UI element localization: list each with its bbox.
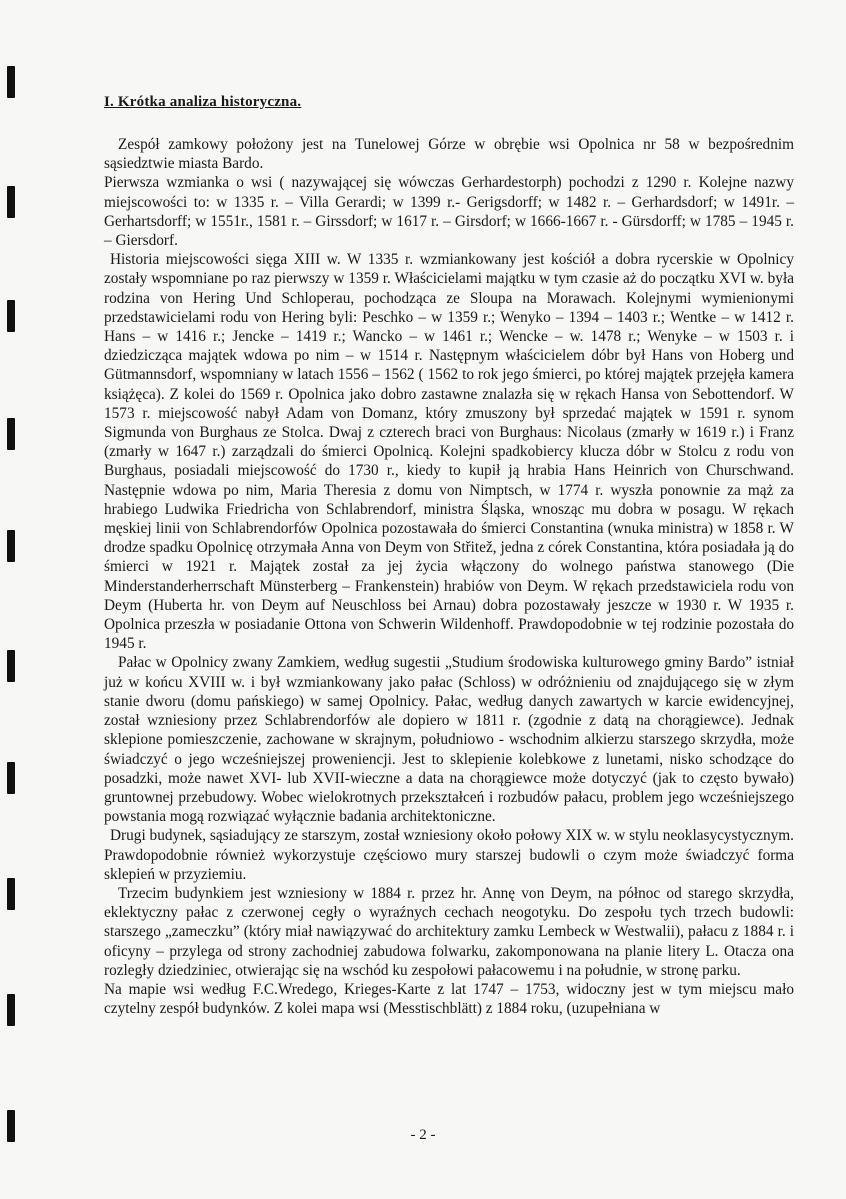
binding-mark <box>7 762 15 794</box>
document-page <box>104 94 794 1018</box>
section-heading: I. Krótka analiza historyczna. <box>104 94 302 110</box>
page-number: - 2 - <box>410 1127 436 1143</box>
binding-mark <box>7 530 15 562</box>
binding-mark <box>7 878 15 910</box>
binding-mark <box>7 300 15 332</box>
binding-mark <box>7 418 15 450</box>
binding-mark <box>7 650 15 682</box>
binding-mark <box>7 186 15 218</box>
paragraph: Na mapie wsi według F.C.Wredego, Krieges-Karte z lat 1747 – 1753, widoczny jest w tym miejscu mało czytelny zespół budynków. Z kolei mapa wsi (Messtischblätt) z 1884 roku, (uzupełniana w <box>104 980 794 1018</box>
binding-hole-marks <box>0 0 20 1199</box>
paragraph: Drugi budynek, sąsiadujący ze starszym, został wzniesiony około połowy XIX w. w stylu neoklasycystycznym. Prawdopodobnie również wykorzystuje częściowo mury starszej budowli o czym może świadczyć forma sklepień w przyziemiu. <box>104 827 794 883</box>
paragraph: Trzecim budynkiem jest wzniesiony w 1884 r. przez hr. Annę von Deym, na północ od starego skrzydła, eklektyczny pałac z czerwonej cegły o wyraźnych cechach neogotyku. Do zespołu tych trzech budowli: starszego „zameczku” (który miał nawiązywać do architektury zamku Lembeck w Westwalii), pałacu z 1884 r. i oficyny – przylega od strony zachodniej zabudowa folwarku, zakomponowana na planie litery L. Otacza ona rozległy dziedziniec, otwierając się na wschód ku zespołowi pałacowemu i na południe, w stronę parku. <box>104 884 794 979</box>
binding-mark <box>7 994 15 1026</box>
paragraph: Pierwsza wzmianka o wsi ( nazywającej się wówczas Gerhardestorph) pochodzi z 1290 r. Kolejne nazwy miejscowości to: w 1335 r. – Villa Gerardi; w 1399 r.- Gerigsdorff; w 1482 r. – Gerhardsdorf; w 1491r. – Gerhartsdorff; w 1551r., 1581 r. – Girssdorf; w 1617 r. – Girsdorf; w 1666-1667 r. - Gürsdorff; w 1785 – 1945 r. – Giersdorf. <box>104 174 794 250</box>
paragraph: Pałac w Opolnicy zwany Zamkiem, według sugestii „Studium środowiska kulturowego gminy Bardo” istniał już w końcu XVIII w. i był wzmiankowany jako pałac (Schloss) w odróżnieniu od znajdującego się w złym stanie dworu (domu pańskiego) w samej Opolnicy. Pałac, według danych zawartych w karcie ewidencyjnej, został wzniesiony przez Schlabrendorfów ale dopiero w 1811 r. (zgodnie z datą na chorągiewce). Jednak sklepione pomieszczenie, zachowane w skrajnym, południowo - wschodnim alkierzu starszego skrzydła, może świadczyć o jego wcześniejszej proweniencji. Jest to sklepienie kolebkowe z lunetami, nisko schodzące do posadzki, może nawet XVI- lub XVII-wieczne a data na chorągiewce może dotyczyć (jak to często bywało) gruntownej przebudowy. Wobec wielokrotnych przekształceń i rozbudów pałacu, problem jego wcześniejszego powstania mogą rozwiązać wyłącznie badania architektoniczne. <box>104 654 794 826</box>
paragraph: Historia miejscowości sięga XIII w. W 1335 r. wzmiankowany jest kościół a dobra rycerskie w Opolnicy zostały wspomniane po raz pierwszy w 1359 r. Właścicielami majątku w tym czasie aż do początku XVI w. była rodzina von Hering Und Schloperau, pochodząca ze Sloupa na Morawach. Kolejnymi wymienionymi przedstawicielami rodu von Hering byli: Peschko – w 1359 r.; Wenyko – 1394 – 1403 r.; Wentke – w 1412 r. Hans – w 1416 r.; Jencke – 1419 r.; Wancko – w 1461 r.; Wencke – w. 1478 r.; Wenyke – w 1503 r. i dziedzicząca majątek wdowa po nim – w 1514 r. Następnym właścicielem dóbr był Hans von Hoberg und Gütmannsdorf, wspomniany w latach 1556 – 1562 ( 1562 to rok jego śmierci, po której majątek przejęła kamera książęca). Z kolei do 1569 r. Opolnica jako dobro zastawne znalazła się w rękach Hansa von Sebottendorf. W 1573 r. miejscowość nabył Adam von Domanz, który zmuszony był sprzedać majątek w 1591 r. synom Sigmunda von Burghaus ze Stolca. Dwaj z czterech braci von Burghaus: Nicolaus (zmarły w 1619 r.) i Franz (zmarły w 1647 r.) zarządzali do śmierci Opolnicą. Kolejni spadkobiercy klucza dóbr w Stolcu z rodu von Burghaus, posiadali miejscowość do 1730 r., kiedy to kupił ją hrabia Hans Heinrich von Churschwand. Następnie wdowa po nim, Maria Theresia z domu von Nimptsch, w 1774 r. wyszła ponownie za mąż za hrabiego Ludwika Friedricha von Schlabrendorf, ministra Śląska, wnosząc mu dobra w posagu. W rękach męskiej linii von Schlabrendorfów Opolnica pozostawała do śmierci Constantina (wnuka ministra) w 1858 r. W drodze spadku Opolnicę otrzymała Anna von Deym von Střitež, jedna z córek Constantina, która posiadała ją do śmierci w 1921 r. Majątek został za jej życia włączony do wolnego państwa stanowego (Die Minderstanderherrschaft Münsterberg – Frankenstein) hrabiów von Deym. W rękach przedstawiciela rodu von Deym (Huberta hr. von Deym auf Neuschloss bei Arnau) dobra pozostawały jeszcze w 1930 r. W 1935 r. Opolnica przeszła w posiadanie Ottona von Schwerin Wildenhoff. Prawdopodobnie w tej rodzinie pozostała do 1945 r. <box>104 251 794 653</box>
document-body <box>104 135 794 1018</box>
binding-mark <box>7 66 15 98</box>
paragraph: Zespół zamkowy położony jest na Tunelowej Górze w obrębie wsi Opolnica nr 58 w bezpośrednim sąsiedztwie miasta Bardo. <box>104 136 794 173</box>
